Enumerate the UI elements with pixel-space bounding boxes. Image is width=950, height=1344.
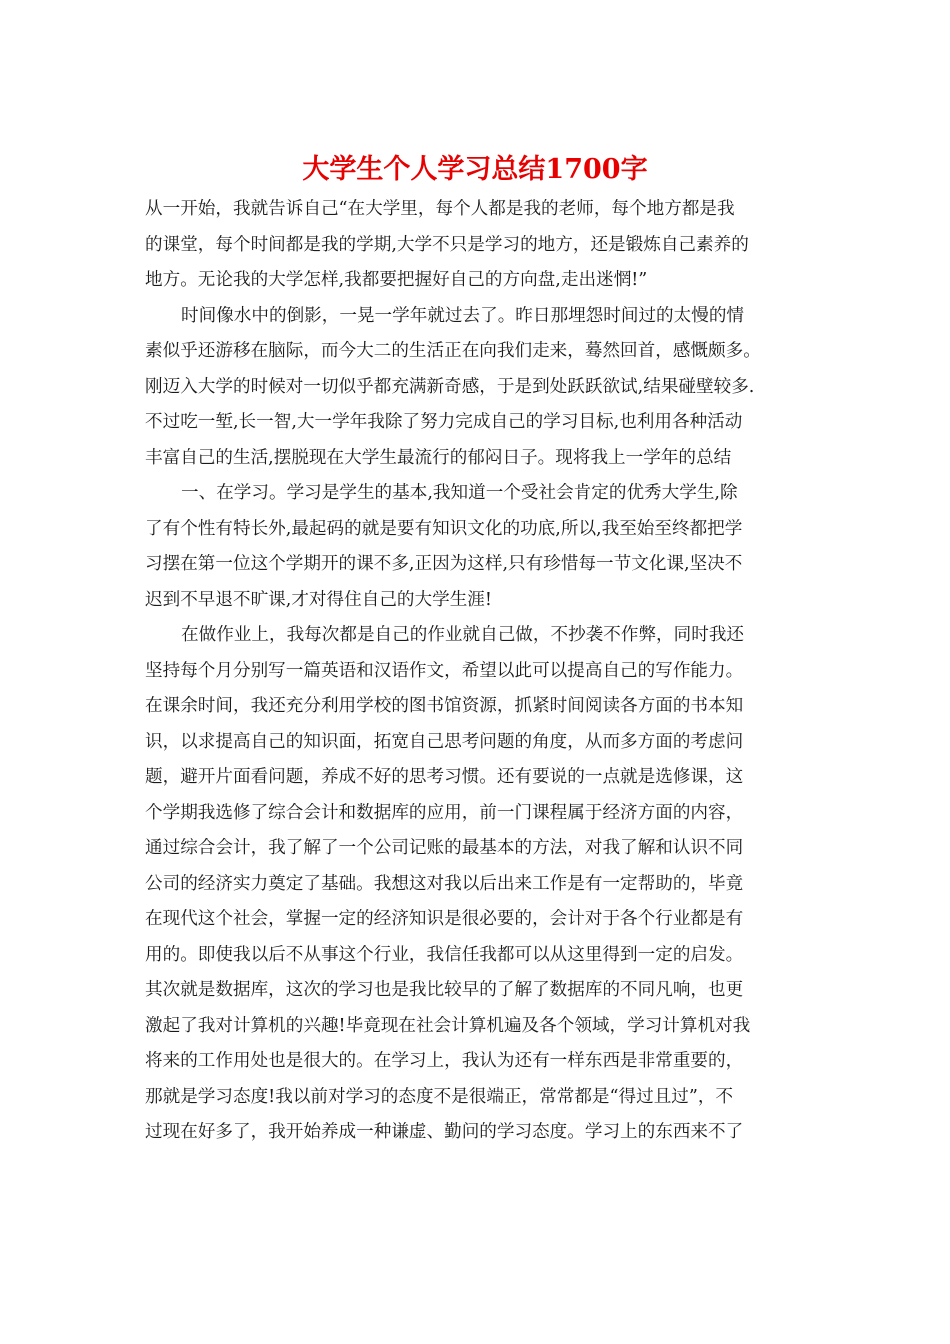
text-line: 刚迈入大学的时候对一切似乎都充满新奇感，于是到处跃跃欲试,结果碰壁较多.: [145, 376, 755, 397]
text-line: 迟到不早退不旷课,才对得住自己的大学生涯!: [145, 589, 492, 610]
text-line: 的课堂，每个时间都是我的学期,大学不只是学习的地方，还是锻炼自己素养的: [145, 234, 749, 255]
text-line: 在做作业上，我每次都是自己的作业就自己做，不抄袭不作弊，同时我还: [181, 625, 745, 645]
text-line: 时间像水中的倒影，一晃一学年就过去了。昨日那埋怨时间过的太慢的情: [181, 305, 745, 326]
text-line: 从一开始，我就告诉自己“在大学里，每个人都是我的老师，每个地方都是我: [145, 199, 735, 219]
text-line: 素似乎还游移在脑际，而今大二的生活正在向我们走来，蓦然回首，感慨颇多。: [145, 341, 761, 361]
text-line: 通过综合会计，我了解了一个公司记账的最基本的方法，对我了解和认识不同: [145, 838, 744, 858]
text-line: 激起了我对计算机的兴趣!毕竟现在社会计算机遍及各个领域，学习计算机对我: [145, 1015, 751, 1036]
text-line: 了有个性有特长外,最起码的就是要有知识文化的功底,所以,我至始至终都把学: [145, 518, 743, 539]
text-line: 识，以求提高自己的知识面，拓宽自己思考问题的角度，从而多方面的考虑问: [145, 731, 744, 752]
text-line: 一、在学习。学习是学生的基本,我知道一个受社会肯定的优秀大学生,除: [181, 483, 738, 503]
text-line: 题，避开片面看问题，养成不好的思考习惯。还有要说的一点就是选修课，这: [145, 767, 744, 787]
text-line: 公司的经济实力奠定了基础。我想这对我以后出来工作是有一定帮助的，毕竟: [145, 873, 744, 894]
text-line: 在课余时间，我还充分利用学校的图书馆资源，抓紧时间阅读各方面的书本知: [145, 696, 744, 716]
document-title: 大学生个人学习总结1700字: [302, 154, 648, 185]
text-line: 地方。无论我的大学怎样,我都要把握好自己的方向盘,走出迷惘!”: [145, 270, 648, 290]
text-line: 将来的工作用处也是很大的。在学习上，我认为还有一样东西是非常重要的，: [145, 1051, 744, 1071]
text-line: 在现代这个社会，掌握一定的经济知识是很必要的，会计对于各个行业都是有: [145, 909, 744, 929]
text-line: 不过吃一堑,长一智,大一学年我除了努力完成自己的学习目标,也利用各种活动: [145, 412, 743, 432]
text-line: 过现在好多了，我开始养成一种谦虚、勤问的学习态度。学习上的东西来不了: [145, 1122, 744, 1142]
text-line: 其次就是数据库，这次的学习也是我比较早的了解了数据库的不同凡响，也更: [145, 980, 744, 1000]
text-line: 习摆在第一位这个学期开的课不多,正因为这样,只有珍惜每一节文化课,坚决不: [145, 554, 743, 574]
text-line: 个学期我选修了综合会计和数据库的应用，前一门课程属于经济方面的内容，: [145, 802, 744, 823]
text-line: 那就是学习态度!我以前对学习的态度不是很端正，常常都是“得过且过”，不: [145, 1086, 734, 1107]
text-line: 丰富自己的生活,摆脱现在大学生最流行的郁闷日子。现将我上一学年的总结: [145, 447, 732, 468]
text-line: 坚持每个月分别写一篇英语和汉语作文，希望以此可以提高自己的写作能力。: [145, 660, 744, 681]
text-line: 用的。即使我以后不从事这个行业，我信任我都可以从这里得到一定的启发。: [145, 944, 744, 965]
document-body: [145, 192, 807, 1151]
